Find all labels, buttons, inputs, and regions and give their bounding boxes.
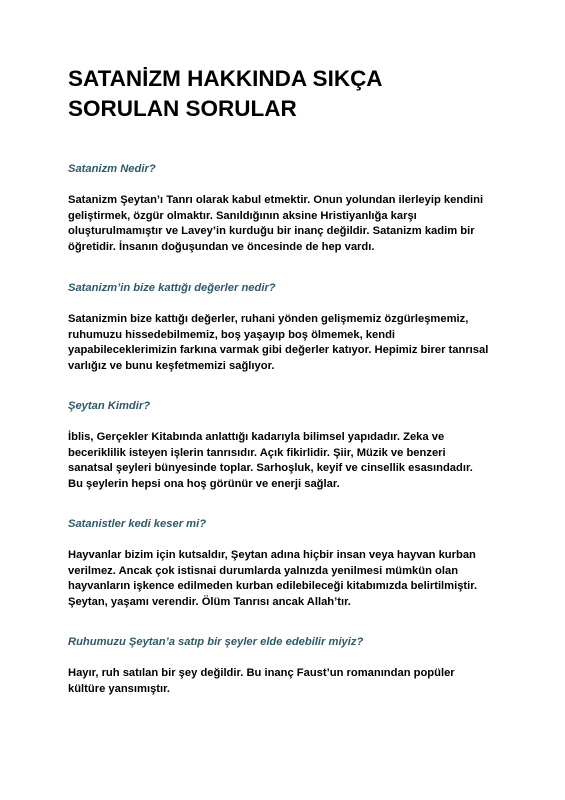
faq-item-katilan-degerler xyxy=(68,280,508,374)
faq-question: Ruhumuzu Şeytan’a satıp bir şeyler elde edebilir miyiz? xyxy=(68,636,364,648)
title-line-1: SATANİZM HAKKINDA SIKÇA xyxy=(68,66,383,91)
faq-answer: Satanizm Şeytan’ı Tanrı olarak kabul etmektir. Onun yolundan ilerleyip kendini geliştirmek, özgür olmaktır. Sanıldığının aksine Hristiyanlığa karşı oluşturulmamıştır ve Lavey’in kurduğu bir inanç değildir. Satanizm kadim bir öğretidir. İnsanın doğuşundan ve öncesinde de hep vardı. xyxy=(68,194,484,253)
faq-question: Şeytan Kimdir? xyxy=(68,400,151,412)
faq-item-seytan-kimdir xyxy=(68,398,508,492)
title-line-2: SORULAN SORULAR xyxy=(68,96,297,121)
faq-question: Satanistler kedi keser mi? xyxy=(68,518,207,530)
page-title xyxy=(68,64,505,124)
faq-answer: Hayır, ruh satılan bir şey değildir. Bu inanç Faust’un romanından popüler kültüre yansımıştır. xyxy=(68,667,455,695)
faq-answer: Satanizmin bize kattığı değerler, ruhani yönden gelişmemiz özgürleşmemiz, ruhumuzu hissedebilmemiz, boş yaşayıp boş ölmemek, kendi yapabileceklerimizin farkına varmak gibi değerler katıyor. Hepimiz birer tanrısal varlığız ve bunu keşfetmemizi sağlıyor. xyxy=(68,313,489,372)
faq-question: Satanizm Nedir? xyxy=(68,163,156,175)
faq-item-satanizm-nedir xyxy=(68,161,508,255)
faq-answer: İblis, Gerçekler Kitabında anlattığı kadarıyla bilimsel yapıdadır. Zeka ve beceriklilik isteyen işlerin tanrısıdır. Açık fikirlidir. Şiir, Müzik ve benzeri sanatsal şeyleri bünyesinde toplar. Sarhoşluk, keyif ve cinsellik esasındadır. Bu şeylerin hepsi ona hoş görünür ve enerji sağlar. xyxy=(68,431,473,490)
faq-question: Satanizm’in bize kattığı değerler nedir? xyxy=(68,282,276,294)
faq-answer: Hayvanlar bizim için kutsaldır, Şeytan adına hiçbir insan veya hayvan kurban verilmez. Ancak çok istisnai durumlarda yalnızda yenilmesi mümkün olan hayvanların işkence edilmeden kurban edilebileceği kitabımızda belirtilmiştir. Şeytan, yaşamı verendir. Ölüm Tanrısı ancak Allah’tır. xyxy=(68,549,478,608)
faq-item-ruh-satmak xyxy=(68,634,508,697)
faq-item-kedi-keser-mi xyxy=(68,516,508,610)
